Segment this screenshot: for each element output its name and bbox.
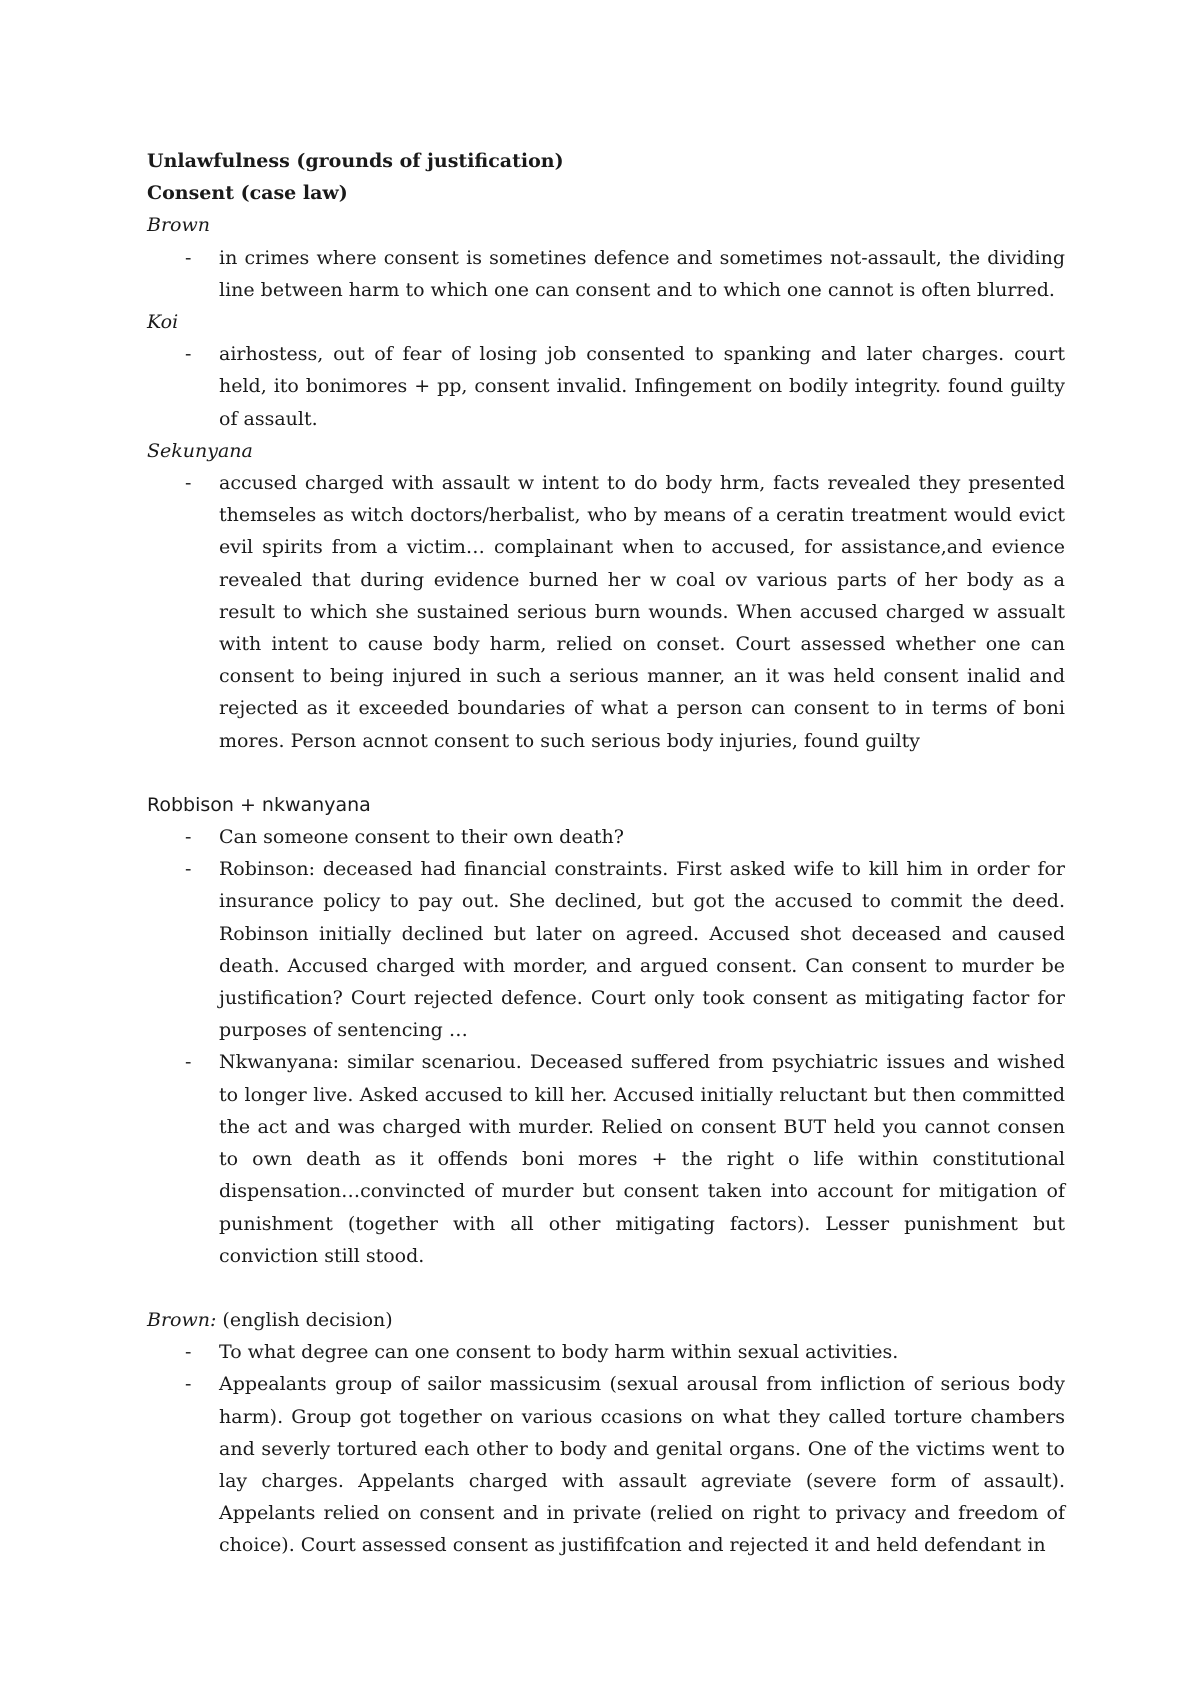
bullet-dash: - <box>185 343 192 366</box>
case-name-koi: Koi <box>147 311 179 334</box>
list-item <box>147 1368 1065 1561</box>
case-name-brown: Brown <box>147 214 210 237</box>
list-item <box>147 821 1065 853</box>
case-name-text: Brown: <box>147 1308 217 1331</box>
bullet-text: Appealants group of sailor massicusim (sexual arousal from infliction of serious body harm). Group got together on various ccasions on what they called torture chambers and severly tortured each other to body and genital organs. One of the victims went to lay charges. Appelants charged with assault agreviate (severe form of assault). Appelants relied on consent and in private (relied on right to privacy and freedom of choice). Court assessed consent as justififcation and rejected it and held defendant in <box>219 1373 1065 1557</box>
case-points-brown-english <box>147 1336 1065 1561</box>
bullet-text: Nkwanyana: similar scenariou. Deceased suffered from psychiatric issues and wished to longer live. Asked accused to kill her. Accused initially reluctant but then committed the act and was charged with murder. Relied on consent BUT held you cannot consen to own death as it offends boni mores + the right o life within constitutional dispensation…convincted of murder but consent taken into account for mitigation of punishment (together with all other mitigating factors). Lesser punishment but conviction still stood. <box>219 1051 1065 1267</box>
bullet-dash: - <box>185 1051 192 1074</box>
case-points-koi <box>147 338 1065 435</box>
case-note: (english decision) <box>216 1308 393 1331</box>
bullet-dash: - <box>185 826 192 849</box>
list-item <box>147 242 1065 306</box>
case-name-robbison-nkwanyana: Robbison + nkwanyana <box>147 793 371 816</box>
list-item <box>147 1336 1065 1368</box>
list-item <box>147 338 1065 435</box>
document-page <box>147 145 1065 1562</box>
document-subtitle: Consent (case law) <box>147 182 348 205</box>
case-name-brown-english <box>147 1304 1065 1336</box>
list-item <box>147 853 1065 1046</box>
bullet-dash: - <box>185 858 192 881</box>
list-item <box>147 467 1065 757</box>
bullet-text: accused charged with assault w intent to do body hrm, facts revealed they presented themseles as witch doctors/herbalist, who by means of a ceratin treatment would evict evil spirits from a victim… complainant when to accused, for assistance,and evience revealed that during evidence burned her w coal ov various parts of her body as a result to which she sustained serious burn wounds. When accused charged w assualt with intent to cause body harm, relied on conset. Court assessed whether one can consent to being injured in such a serious manner, an it was held consent inalid and rejected as it exceeded boundaries of what a person can consent to in terms of boni mores. Person acnnot consent to such serious body injuries, found guilty <box>219 472 1065 752</box>
list-item <box>147 1046 1065 1271</box>
bullet-dash: - <box>185 1341 192 1364</box>
bullet-dash: - <box>185 1373 192 1396</box>
case-points-robbison-nkwanyana <box>147 821 1065 1272</box>
bullet-dash: - <box>185 246 192 269</box>
bullet-dash: - <box>185 472 192 495</box>
bullet-text: airhostess, out of fear of losing job consented to spanking and later charges. court held, ito bonimores + pp, consent invalid. Infingement on bodily integrity. found guilty of assault. <box>219 343 1065 430</box>
bullet-text: To what degree can one consent to body harm within sexual activities. <box>219 1341 899 1364</box>
bullet-text: Robinson: deceased had financial constraints. First asked wife to kill him in order for insurance policy to pay out. She declined, but got the accused to commit the deed. Robinson initially declined but later on agreed. Accused shot deceased and caused death. Accused charged with morder, and argued consent. Can consent to murder be justification? Court rejected defence. Court only took consent as mitigating factor for purposes of sentencing … <box>219 858 1065 1042</box>
case-points-brown <box>147 242 1065 306</box>
paragraph-spacer <box>147 757 1065 789</box>
bullet-text: Can someone consent to their own death? <box>219 826 624 849</box>
document-title: Unlawfulness (grounds of justification) <box>147 150 564 172</box>
case-points-sekunyana <box>147 467 1065 757</box>
paragraph-spacer <box>147 1272 1065 1304</box>
case-name-sekunyana: Sekunyana <box>147 439 253 462</box>
bullet-text: in crimes where consent is sometines defence and sometimes not-assault, the dividing line between harm to which one can consent and to which one cannot is often blurred. <box>219 246 1065 301</box>
